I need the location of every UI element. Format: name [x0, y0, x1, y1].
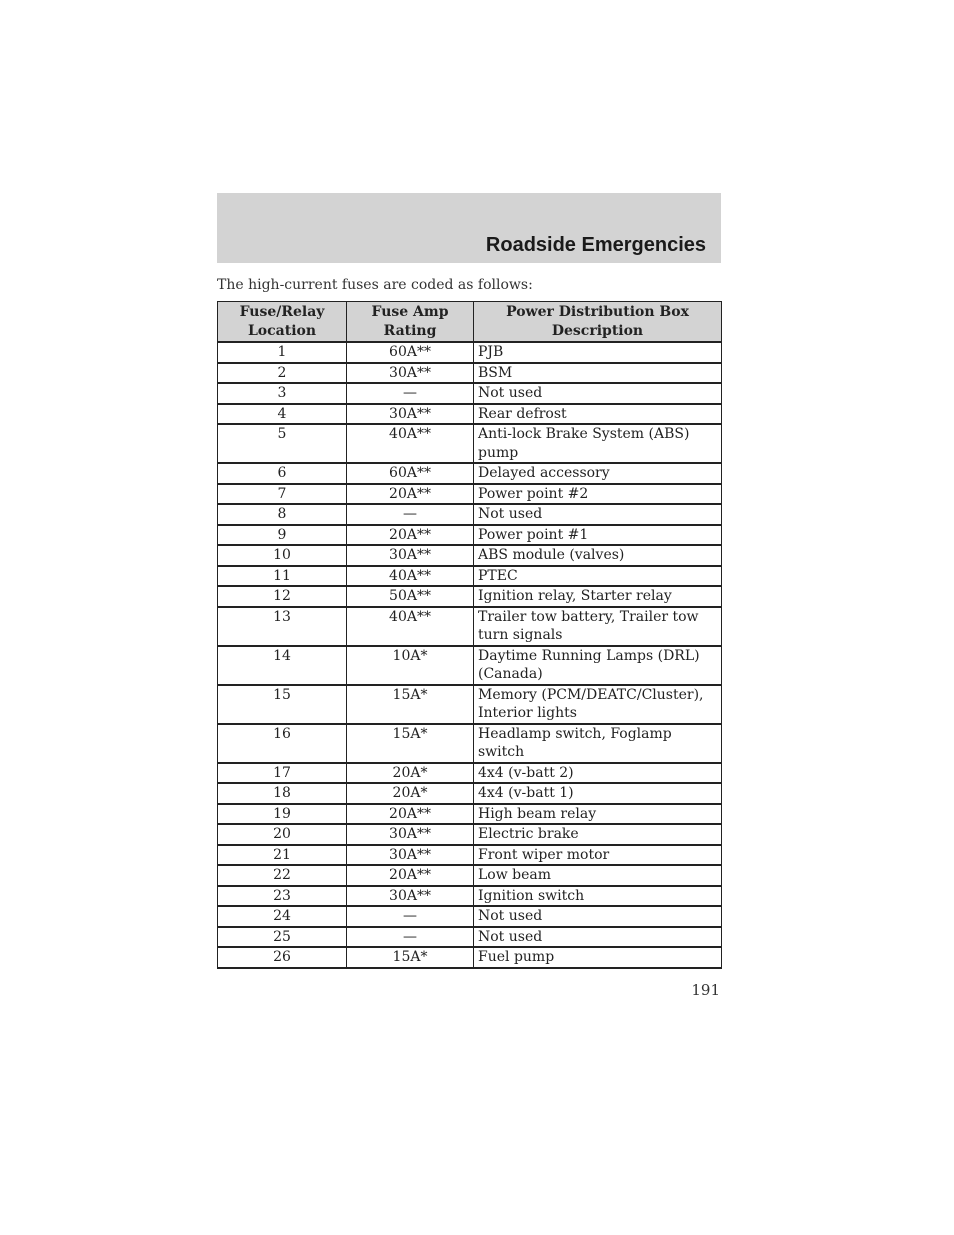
cell-location: 25: [218, 927, 347, 948]
cell-description: Headlamp switch, Foglamp switch: [474, 724, 722, 763]
page-number: 191: [691, 981, 720, 999]
cell-description: Not used: [474, 906, 722, 927]
cell-amp-rating: 60A**: [347, 342, 474, 363]
cell-amp-rating: 40A**: [347, 566, 474, 587]
cell-amp-rating: —: [347, 906, 474, 927]
cell-description: PJB: [474, 342, 722, 363]
cell-amp-rating: 30A**: [347, 824, 474, 845]
cell-location: 20: [218, 824, 347, 845]
cell-location: 26: [218, 947, 347, 968]
cell-amp-rating: 60A**: [347, 463, 474, 484]
cell-location: 19: [218, 804, 347, 825]
table-row: [218, 383, 722, 404]
cell-description: Power point #2: [474, 484, 722, 505]
table-row: [218, 865, 722, 886]
cell-amp-rating: 30A**: [347, 886, 474, 907]
cell-description: Trailer tow battery, Trailer tow turn signals: [474, 607, 722, 646]
table-row: [218, 685, 722, 724]
table-row: [218, 504, 722, 525]
cell-amp-rating: —: [347, 504, 474, 525]
table-row: [218, 906, 722, 927]
cell-location: 4: [218, 404, 347, 425]
table-row: [218, 463, 722, 484]
cell-location: 23: [218, 886, 347, 907]
table-row: [218, 724, 722, 763]
cell-location: 10: [218, 545, 347, 566]
table-row: [218, 886, 722, 907]
cell-description: Ignition relay, Starter relay: [474, 586, 722, 607]
table-row: [218, 404, 722, 425]
fuse-table: [217, 301, 722, 969]
cell-amp-rating: 50A**: [347, 586, 474, 607]
cell-amp-rating: 30A**: [347, 404, 474, 425]
cell-amp-rating: 20A**: [347, 525, 474, 546]
table-row: [218, 845, 722, 866]
table-row: [218, 607, 722, 646]
cell-description: Not used: [474, 383, 722, 404]
cell-description: Ignition switch: [474, 886, 722, 907]
table-row: [218, 927, 722, 948]
cell-amp-rating: 10A*: [347, 646, 474, 685]
cell-location: 21: [218, 845, 347, 866]
cell-amp-rating: 15A*: [347, 724, 474, 763]
cell-location: 7: [218, 484, 347, 505]
intro-text: The high-current fuses are coded as follows:: [217, 277, 533, 293]
cell-amp-rating: 20A*: [347, 763, 474, 784]
cell-amp-rating: 20A**: [347, 804, 474, 825]
cell-location: 24: [218, 906, 347, 927]
cell-description: PTEC: [474, 566, 722, 587]
table-header-row: [218, 302, 722, 343]
table-row: [218, 824, 722, 845]
section-title: Roadside Emergencies: [485, 234, 706, 256]
header-description: Power Distribution Box Description: [474, 302, 722, 343]
cell-amp-rating: 20A*: [347, 783, 474, 804]
table-row: [218, 763, 722, 784]
cell-location: 16: [218, 724, 347, 763]
cell-description: Electric brake: [474, 824, 722, 845]
cell-amp-rating: —: [347, 383, 474, 404]
cell-location: 12: [218, 586, 347, 607]
cell-description: Anti-lock Brake System (ABS) pump: [474, 424, 722, 463]
cell-location: 3: [218, 383, 347, 404]
cell-amp-rating: 30A**: [347, 845, 474, 866]
cell-location: 11: [218, 566, 347, 587]
cell-description: Low beam: [474, 865, 722, 886]
cell-description: 4x4 (v-batt 2): [474, 763, 722, 784]
table-row: [218, 586, 722, 607]
cell-location: 22: [218, 865, 347, 886]
table-row: [218, 545, 722, 566]
cell-amp-rating: 20A**: [347, 484, 474, 505]
table-body: [218, 342, 722, 968]
cell-amp-rating: 40A**: [347, 424, 474, 463]
cell-description: Not used: [474, 504, 722, 525]
cell-location: 14: [218, 646, 347, 685]
cell-description: Rear defrost: [474, 404, 722, 425]
cell-amp-rating: 20A**: [347, 865, 474, 886]
cell-amp-rating: 15A*: [347, 685, 474, 724]
cell-description: Delayed accessory: [474, 463, 722, 484]
table-row: [218, 424, 722, 463]
header-location: Fuse/Relay Location: [218, 302, 347, 343]
cell-location: 9: [218, 525, 347, 546]
cell-location: 6: [218, 463, 347, 484]
table-row: [218, 342, 722, 363]
table-row: [218, 947, 722, 968]
cell-location: 8: [218, 504, 347, 525]
cell-description: Fuel pump: [474, 947, 722, 968]
cell-amp-rating: 30A**: [347, 363, 474, 384]
table-row: [218, 484, 722, 505]
cell-description: 4x4 (v-batt 1): [474, 783, 722, 804]
cell-description: Memory (PCM/DEATC/Cluster), Interior lights: [474, 685, 722, 724]
cell-amp-rating: 40A**: [347, 607, 474, 646]
cell-description: Power point #1: [474, 525, 722, 546]
table-row: [218, 525, 722, 546]
table-row: [218, 646, 722, 685]
table-row: [218, 566, 722, 587]
cell-amp-rating: —: [347, 927, 474, 948]
table-row: [218, 804, 722, 825]
cell-amp-rating: 15A*: [347, 947, 474, 968]
cell-location: 17: [218, 763, 347, 784]
cell-location: 15: [218, 685, 347, 724]
cell-description: High beam relay: [474, 804, 722, 825]
section-header-band: [217, 193, 721, 263]
cell-description: BSM: [474, 363, 722, 384]
cell-location: 1: [218, 342, 347, 363]
table-row: [218, 363, 722, 384]
cell-location: 5: [218, 424, 347, 463]
cell-description: Front wiper motor: [474, 845, 722, 866]
cell-description: Not used: [474, 927, 722, 948]
cell-amp-rating: 30A**: [347, 545, 474, 566]
cell-description: ABS module (valves): [474, 545, 722, 566]
cell-location: 2: [218, 363, 347, 384]
header-amp-rating: Fuse Amp Rating: [347, 302, 474, 343]
cell-description: Daytime Running Lamps (DRL) (Canada): [474, 646, 722, 685]
cell-location: 18: [218, 783, 347, 804]
table-row: [218, 783, 722, 804]
cell-location: 13: [218, 607, 347, 646]
